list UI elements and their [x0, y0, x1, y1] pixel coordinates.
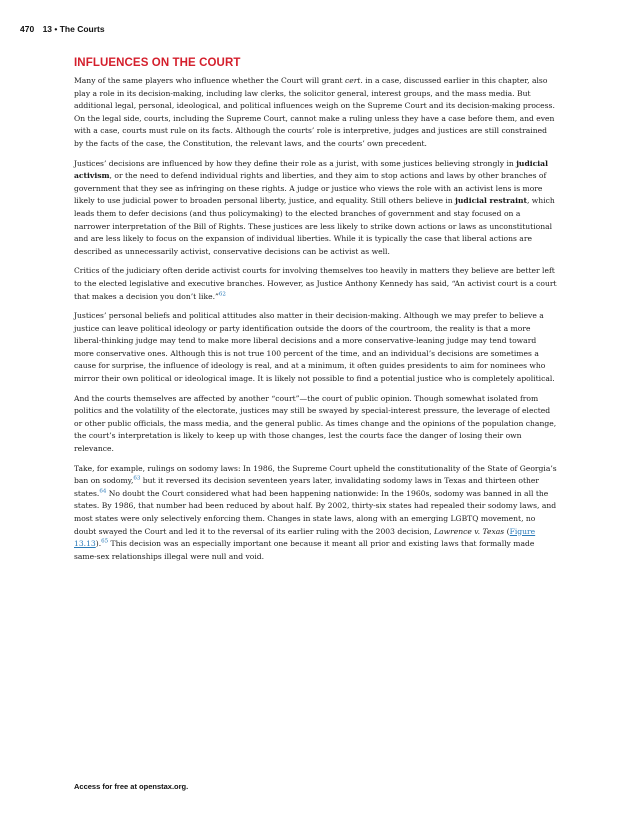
italic-term: cert.: [344, 76, 363, 85]
text-run: Take, for example, rulings on sodomy laws: In 1986, the Supreme Court upheld the constitutionality of the State of Georgia’s ban on sodomy,: [74, 463, 557, 486]
chapter-title: 13 • The Courts: [42, 24, 105, 34]
footnote-ref-64[interactable]: 64: [99, 488, 107, 495]
text-run: but it reversed its decision seventeen years later, invalidating sodomy laws in Texas and thirteen other states.: [74, 476, 540, 498]
paragraph-2: [74, 158, 557, 259]
main-content: [74, 57, 557, 570]
text-run: Justices’ decisions are influenced by how they define their role as a jurist, with some justices believing strongly in: [74, 158, 517, 168]
paragraph-3: [74, 265, 557, 303]
text-run: This decision was an especially important one because it meant all prior and existing laws that formally made same-sex relationships illegal were null and void.: [74, 539, 535, 561]
key-term-judicial-activism: judicial activism: [74, 158, 548, 181]
text-run: , which leads them to defer decisions (and thus policymaking) to the elected branches of government and stay focused on a narrower interpretation of the Bill of Rights. These justices are less likely to strike down actions or laws as unconstitutional and are less likely to focus on the expansion of individual liberties. While it is typically the case that liberal actions are described as unnecessarily activist, conservative decisions can be activist as well.: [74, 196, 555, 256]
section-heading: INFLUENCES ON THE COURT: [74, 57, 241, 69]
text-run: ).: [95, 539, 102, 549]
page-footer: Access for free at openstax.org.: [74, 782, 189, 791]
page-number: 470: [20, 24, 35, 34]
case-name: Lawrence v. Texas: [434, 526, 505, 536]
running-head: [20, 24, 105, 34]
paragraph-5: And the courts themselves are affected by another “court”—the court of public opinion. Though somewhat isolated from politics and the volatility of the electorate, justices may still be swayed by special-interest pressure, the leverage of elected or other public officials, the mass media, and the general public. As times change and the opinions of the population change, the court’s interpretation is likely to keep up with those changes, lest the courts face the danger of losing their own relevance.: [74, 393, 557, 454]
text-run: in a case, discussed earlier in this chapter, also play a role in its decision-making, including law clerks, the solicitor general, interest groups, and the mass media. But additional legal, personal, ideological, and political influences weigh on the Supreme Court and its decision-making process. On the legal side, courts, including the Supreme Court, cannot make a ruling unless they have a case before them, and even with a case, courts must rule on its facts. Although the courts’ role is interpretive, judges and justices are still constrained by the facts of the case, the Constitution, the relevant laws, and the courts’ own precedent.: [74, 76, 555, 148]
text-run: , or the need to defend individual rights and liberties, and they aim to stop actions and laws by other branches of government that they see as infringing on these rights. A judge or justice who views the role with an activist lens is more likely to use judicial power to broaden personal liberty, justice, and equality. Still others believe in: [74, 171, 547, 206]
text-run: No doubt the Court considered what had been happening nationwide: In the 1960s, sodomy was banned in all the states. By 1986, that number had been reduced by about half. By 2002, thirty-six states had repealed their sodomy laws, and most states were only selectively enforcing them. Changes in state laws, along with an emerging LGBTQ movement, no doubt swayed the Court and led it to the reversal of its earlier ruling with the 2003 decision,: [74, 488, 557, 536]
paragraph-4: Justices’ personal beliefs and political attitudes also matter in their decision-making. Although we may prefer to believe a justice can leave political ideology or party identification outside the doors of the courtroom, the reality is that a more liberal-thinking judge may tend to make more liberal decisions and a more conservative-leaning judge may tend toward more conservative ones. Although this is not true 100 percent of the time, and an individual’s decisions are sometimes a cause for surprise, the influence of ideology is real, and at a minimum, it often guides presidents to aim for nominees who mirror their own political or ideological image. It is likely not possible to find a potential justice who is completely apolitical.: [74, 311, 555, 384]
footnote-ref-65[interactable]: 65: [101, 538, 109, 545]
paragraph-6: [74, 463, 557, 564]
key-term-judicial-restraint: judicial restraint: [455, 196, 527, 206]
figure-link[interactable]: Figure 13.13: [74, 526, 536, 549]
text-run: (: [504, 526, 510, 536]
footnote-ref-62[interactable]: 62: [218, 290, 226, 297]
text-run: Many of the same players who influence whether the Court will grant: [74, 76, 345, 85]
paragraph-1: [74, 75, 557, 151]
footnote-ref-63[interactable]: 63: [133, 475, 141, 482]
text-run: Critics of the judiciary often deride activist courts for involving themselves too heavily in matters they believe are better left to the elected legislative and executive branches. However, as Justice Anthony Kennedy has said, “An activist court is a court that makes a decision you don’t like.”: [74, 266, 557, 301]
